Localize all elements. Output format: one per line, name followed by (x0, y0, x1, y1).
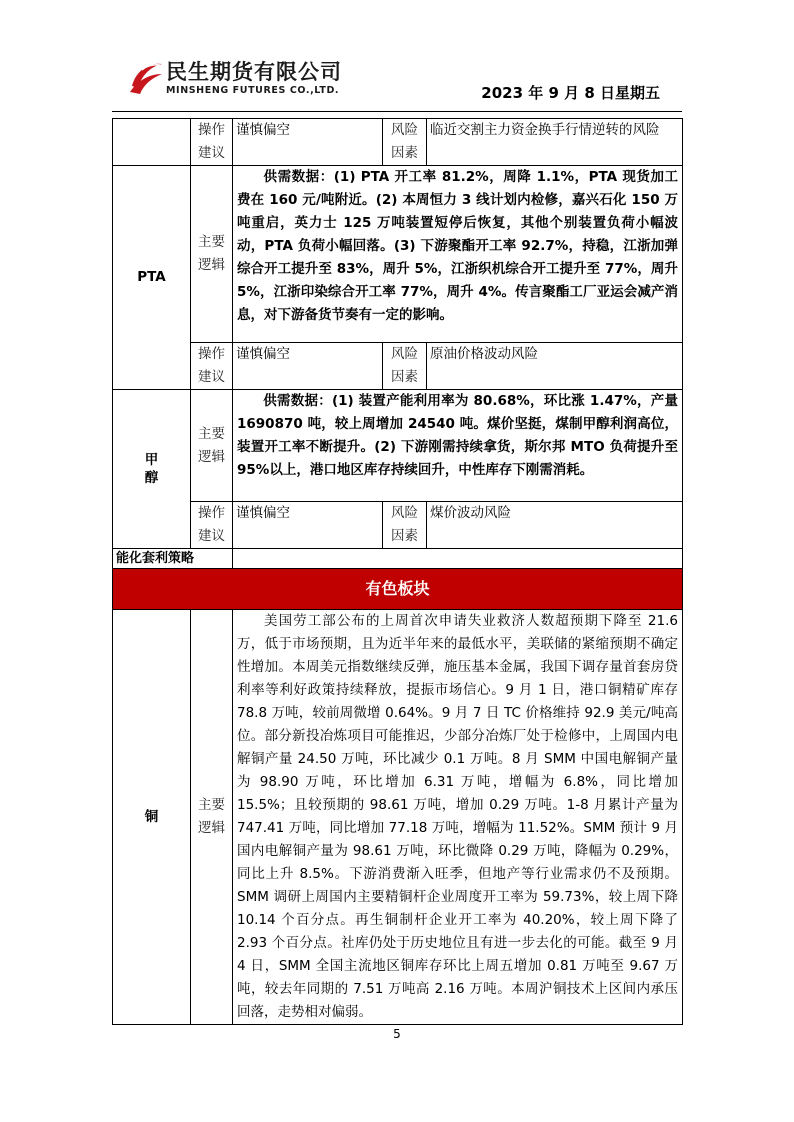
product-name-pta: PTA (113, 166, 191, 390)
table-row (113, 502, 683, 549)
risk-label: 风险因素 (383, 343, 427, 390)
table-row (113, 390, 683, 502)
table-row (113, 569, 683, 610)
table-row (113, 610, 683, 1025)
table-row (113, 119, 683, 166)
risk-label: 风险因素 (383, 119, 427, 166)
product-name-copper: 铜 (113, 610, 191, 1025)
risk-factor: 原油价格波动风险 (427, 343, 683, 390)
main-logic-label: 主要逻辑 (191, 390, 233, 502)
table-row (113, 549, 683, 569)
risk-label: 风险因素 (383, 502, 427, 549)
company-logo (128, 56, 368, 102)
company-name-cn: 民生期货有限公司 (166, 60, 342, 84)
strategy-table (112, 118, 683, 1025)
risk-factor: 临近交割主力资金换手行情逆转的风险 (427, 119, 683, 166)
report-date: 2023 年 9 月 8 日星期五 (481, 84, 660, 102)
header-divider (112, 111, 682, 112)
table-row (113, 343, 683, 390)
operation-label: 操作建议 (191, 502, 233, 549)
arbitrage-strategy-value (233, 549, 683, 569)
main-logic-text: 供需数据：(1) 装置产能利用率为 80.68%，环比涨 1.47%，产量 1690870 吨，较上周增加 24540 吨。煤价坚挺，煤制甲醇利润高位，装置开工率不断提升。(2) 下游刚需持续拿货，斯尔邦 MTO 负荷提升至 95%以上，港口地区库存持续回升，中性库存下刚需消耗。 (233, 390, 683, 502)
risk-factor: 煤价波动风险 (427, 502, 683, 549)
operation-advice: 谨慎偏空 (233, 502, 383, 549)
operation-advice: 谨慎偏空 (233, 343, 383, 390)
operation-advice: 谨慎偏空 (233, 119, 383, 166)
company-name-en: MINSHENG FUTURES CO.,LTD. (166, 85, 340, 96)
main-logic-label: 主要逻辑 (191, 166, 233, 343)
operation-label: 操作建议 (191, 119, 233, 166)
product-cell-empty (113, 119, 191, 166)
product-name-methanol: 甲醇 (113, 390, 191, 549)
section-title: 有色板块 (113, 569, 683, 610)
main-logic-text: 美国劳工部公布的上周首次申请失业救济人数超预期下降至 21.6 万，低于市场预期，且为近半年来的最低水平，美联储的紧缩预期不确定性增加。本周美元指数继续反弹，施压基本金属，我国下调存量首套房贷利率等利好政策持续释放，提振市场信心。9 月 1 日，港口铜精矿库存 78.8 万吨，较前周微增 0.64%。9 月 7 日 TC 价格维持 92.9 美元/吨高位。部分新投冶炼项目可能推迟，少部分冶炼厂处于检修中，上周国内电解铜产量 24.50 万吨，环比减少 0.1 万吨。8 月 SMM 中国电解铜产量为 98.90 万吨，环比增加 6.31 万吨，增幅为 6.8%，同比增加 15.5%；且较预期的 98.61 万吨，增加 0.29 万吨。1-8 月累计产量为 747.41 万吨，同比增加 77.18 万吨，增幅为 11.52%。SMM 预计 9 月国内电解铜产量为 98.61 万吨，环比微降 0.29 万吨，降幅为 0.29%，同比上升 8.5%。下游消费渐入旺季，但地产等行业需求仍不及预期。SMM 调研上周国内主要精铜杆企业周度开工率为 59.73%，较上周下降 10.14 个百分点。再生铜制杆企业开工率为 40.20%，较上周下降了 2.93 个百分点。社库仍处于历史地位且有进一步去化的可能。截至 9 月 4 日，SMM 全国主流地区铜库存环比上周五增加 0.81 万吨至 9.67 万吨，较去年同期的 7.51 万吨高 2.16 万吨。本周沪铜技术上区间内承压回落，走势相对偏弱。 (233, 610, 683, 1025)
main-logic-label: 主要逻辑 (191, 610, 233, 1025)
minsheng-logo-icon (128, 56, 164, 96)
page-header (0, 0, 794, 118)
arbitrage-strategy-label: 能化套利策略 (113, 549, 233, 569)
table-row (113, 166, 683, 343)
page-number: 5 (393, 1027, 401, 1041)
main-logic-text: 供需数据：(1) PTA 开工率 81.2%，周降 1.1%，PTA 现货加工费在 160 元/吨附近。(2) 本周恒力 3 线计划内检修，嘉兴石化 150 万吨重启，英力士 125 万吨装置短停后恢复，其他个别装置负荷小幅波动，PTA 负荷小幅回落。(3) 下游聚酯开工率 92.7%，持稳，江浙加弹综合开工提升至 83%，周升 5%，江浙织机综合开工提升至 77%，周升 5%，江浙印染综合开工率 77%，周升 4%。传言聚酯工厂亚运会减产消息，对下游备货节奏有一定的影响。 (233, 166, 683, 343)
operation-label: 操作建议 (191, 343, 233, 390)
